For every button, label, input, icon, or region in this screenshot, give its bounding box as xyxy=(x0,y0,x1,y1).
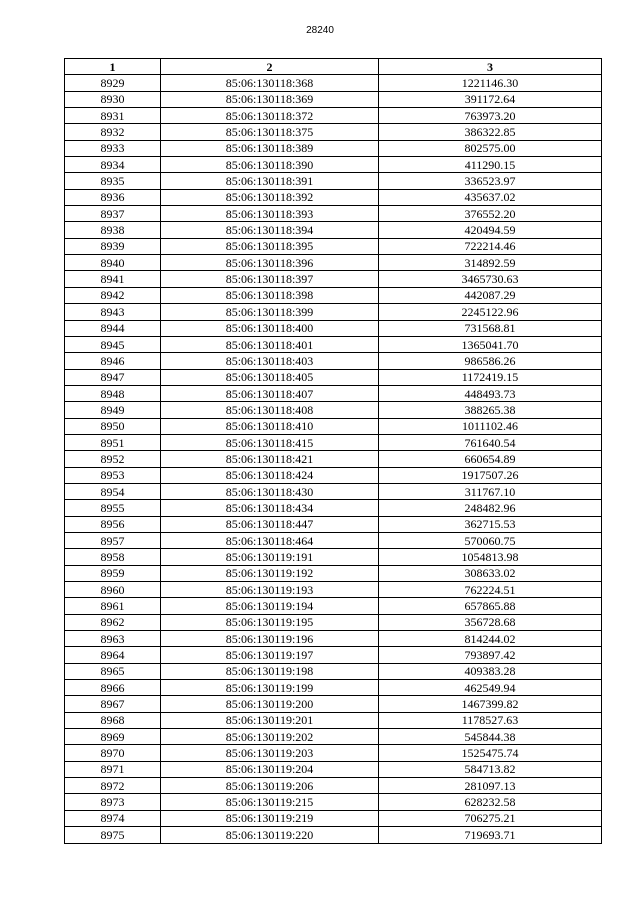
table-row xyxy=(65,729,602,745)
row-number-cell: 8947 xyxy=(65,369,161,385)
table-row xyxy=(65,369,602,385)
cadastral-number-cell: 85:06:130119:199 xyxy=(161,680,379,696)
value-cell: 376552.20 xyxy=(379,206,602,222)
row-number-cell: 8938 xyxy=(65,222,161,238)
value-cell: 411290.15 xyxy=(379,157,602,173)
table-row xyxy=(65,483,602,499)
table-row xyxy=(65,794,602,810)
value-cell: 793897.42 xyxy=(379,647,602,663)
value-cell: 442087.29 xyxy=(379,287,602,303)
value-cell: 660654.89 xyxy=(379,451,602,467)
cadastral-number-cell: 85:06:130119:196 xyxy=(161,631,379,647)
cadastral-number-cell: 85:06:130118:405 xyxy=(161,369,379,385)
value-cell: 281097.13 xyxy=(379,778,602,794)
value-cell: 1917507.26 xyxy=(379,467,602,483)
table-row xyxy=(65,238,602,254)
value-cell: 1525475.74 xyxy=(379,745,602,761)
row-number-cell: 8931 xyxy=(65,108,161,124)
table-row xyxy=(65,614,602,630)
value-cell: 628232.58 xyxy=(379,794,602,810)
table-row xyxy=(65,304,602,320)
cadastral-number-cell: 85:06:130118:399 xyxy=(161,304,379,320)
page-number: 28240 xyxy=(306,25,334,36)
table-row xyxy=(65,320,602,336)
value-cell: 2245122.96 xyxy=(379,304,602,320)
table-row xyxy=(65,680,602,696)
row-number-cell: 8936 xyxy=(65,189,161,205)
value-cell: 1221146.30 xyxy=(379,75,602,91)
value-cell: 706275.21 xyxy=(379,810,602,826)
cadastral-number-cell: 85:06:130118:415 xyxy=(161,434,379,450)
table-row xyxy=(65,500,602,516)
value-cell: 1011102.46 xyxy=(379,418,602,434)
row-number-cell: 8932 xyxy=(65,124,161,140)
table-row xyxy=(65,631,602,647)
cadastral-number-cell: 85:06:130118:394 xyxy=(161,222,379,238)
row-number-cell: 8948 xyxy=(65,385,161,401)
value-cell: 763973.20 xyxy=(379,108,602,124)
cadastral-number-cell: 85:06:130119:202 xyxy=(161,729,379,745)
row-number-cell: 8971 xyxy=(65,761,161,777)
table-row xyxy=(65,467,602,483)
value-cell: 986586.26 xyxy=(379,353,602,369)
row-number-cell: 8935 xyxy=(65,173,161,189)
value-cell: 1365041.70 xyxy=(379,336,602,352)
value-cell: 3465730.63 xyxy=(379,271,602,287)
column-header-3: 3 xyxy=(379,59,602,75)
cadastral-number-cell: 85:06:130119:220 xyxy=(161,827,379,843)
table-row xyxy=(65,75,602,91)
value-cell: 761640.54 xyxy=(379,434,602,450)
row-number-cell: 8963 xyxy=(65,631,161,647)
value-cell: 420494.59 xyxy=(379,222,602,238)
cadastral-number-cell: 85:06:130118:424 xyxy=(161,467,379,483)
row-number-cell: 8943 xyxy=(65,304,161,320)
cadastral-number-cell: 85:06:130119:198 xyxy=(161,663,379,679)
cadastral-number-cell: 85:06:130118:369 xyxy=(161,91,379,107)
table-row xyxy=(65,810,602,826)
table-row xyxy=(65,827,602,843)
cadastral-number-cell: 85:06:130118:421 xyxy=(161,451,379,467)
cadastral-number-cell: 85:06:130119:200 xyxy=(161,696,379,712)
row-number-cell: 8974 xyxy=(65,810,161,826)
table-row xyxy=(65,108,602,124)
table-row xyxy=(65,124,602,140)
value-cell: 409383.28 xyxy=(379,663,602,679)
row-number-cell: 8964 xyxy=(65,647,161,663)
row-number-cell: 8954 xyxy=(65,483,161,499)
table-row xyxy=(65,647,602,663)
row-number-cell: 8969 xyxy=(65,729,161,745)
row-number-cell: 8960 xyxy=(65,582,161,598)
value-cell: 1054813.98 xyxy=(379,549,602,565)
table-row xyxy=(65,353,602,369)
table-row xyxy=(65,91,602,107)
data-table xyxy=(64,58,602,844)
row-number-cell: 8953 xyxy=(65,467,161,483)
value-cell: 657865.88 xyxy=(379,598,602,614)
cadastral-number-cell: 85:06:130118:392 xyxy=(161,189,379,205)
row-number-cell: 8965 xyxy=(65,663,161,679)
cadastral-number-cell: 85:06:130118:391 xyxy=(161,173,379,189)
table-row xyxy=(65,271,602,287)
table-row xyxy=(65,206,602,222)
table-body xyxy=(65,75,602,843)
cadastral-number-cell: 85:06:130118:372 xyxy=(161,108,379,124)
value-cell: 391172.64 xyxy=(379,91,602,107)
value-cell: 356728.68 xyxy=(379,614,602,630)
row-number-cell: 8973 xyxy=(65,794,161,810)
cadastral-number-cell: 85:06:130118:410 xyxy=(161,418,379,434)
cadastral-number-cell: 85:06:130118:397 xyxy=(161,271,379,287)
table-row xyxy=(65,255,602,271)
value-cell: 814244.02 xyxy=(379,631,602,647)
value-cell: 802575.00 xyxy=(379,140,602,156)
table-row xyxy=(65,336,602,352)
row-number-cell: 8934 xyxy=(65,157,161,173)
row-number-cell: 8949 xyxy=(65,402,161,418)
column-header-2: 2 xyxy=(161,59,379,75)
table-header-row xyxy=(65,59,602,75)
cadastral-number-cell: 85:06:130119:215 xyxy=(161,794,379,810)
cadastral-number-cell: 85:06:130118:464 xyxy=(161,532,379,548)
value-cell: 362715.53 xyxy=(379,516,602,532)
table-row xyxy=(65,222,602,238)
table-row xyxy=(65,434,602,450)
value-cell: 722214.46 xyxy=(379,238,602,254)
cadastral-number-cell: 85:06:130118:447 xyxy=(161,516,379,532)
row-number-cell: 8955 xyxy=(65,500,161,516)
cadastral-number-cell: 85:06:130118:368 xyxy=(161,75,379,91)
row-number-cell: 8945 xyxy=(65,336,161,352)
table-row xyxy=(65,516,602,532)
table-row xyxy=(65,745,602,761)
row-number-cell: 8946 xyxy=(65,353,161,369)
row-number-cell: 8959 xyxy=(65,565,161,581)
cadastral-number-cell: 85:06:130118:393 xyxy=(161,206,379,222)
row-number-cell: 8929 xyxy=(65,75,161,91)
value-cell: 388265.38 xyxy=(379,402,602,418)
value-cell: 336523.97 xyxy=(379,173,602,189)
row-number-cell: 8937 xyxy=(65,206,161,222)
value-cell: 570060.75 xyxy=(379,532,602,548)
cadastral-number-cell: 85:06:130119:193 xyxy=(161,582,379,598)
row-number-cell: 8975 xyxy=(65,827,161,843)
cadastral-number-cell: 85:06:130118:390 xyxy=(161,157,379,173)
value-cell: 1172419.15 xyxy=(379,369,602,385)
table-row xyxy=(65,582,602,598)
table-row xyxy=(65,532,602,548)
table-row xyxy=(65,712,602,728)
row-number-cell: 8951 xyxy=(65,434,161,450)
table-row xyxy=(65,549,602,565)
row-number-cell: 8942 xyxy=(65,287,161,303)
table-row xyxy=(65,778,602,794)
cadastral-number-cell: 85:06:130119:192 xyxy=(161,565,379,581)
cadastral-number-cell: 85:06:130118:395 xyxy=(161,238,379,254)
row-number-cell: 8966 xyxy=(65,680,161,696)
value-cell: 462549.94 xyxy=(379,680,602,696)
cadastral-number-cell: 85:06:130119:194 xyxy=(161,598,379,614)
cadastral-number-cell: 85:06:130119:206 xyxy=(161,778,379,794)
cadastral-number-cell: 85:06:130119:204 xyxy=(161,761,379,777)
table-row xyxy=(65,598,602,614)
row-number-cell: 8940 xyxy=(65,255,161,271)
cadastral-number-cell: 85:06:130118:408 xyxy=(161,402,379,418)
row-number-cell: 8933 xyxy=(65,140,161,156)
table-row xyxy=(65,287,602,303)
row-number-cell: 8961 xyxy=(65,598,161,614)
row-number-cell: 8968 xyxy=(65,712,161,728)
cadastral-number-cell: 85:06:130119:197 xyxy=(161,647,379,663)
row-number-cell: 8941 xyxy=(65,271,161,287)
row-number-cell: 8952 xyxy=(65,451,161,467)
value-cell: 545844.38 xyxy=(379,729,602,745)
cadastral-number-cell: 85:06:130118:407 xyxy=(161,385,379,401)
value-cell: 311767.10 xyxy=(379,483,602,499)
value-cell: 1178527.63 xyxy=(379,712,602,728)
value-cell: 248482.96 xyxy=(379,500,602,516)
row-number-cell: 8962 xyxy=(65,614,161,630)
value-cell: 731568.81 xyxy=(379,320,602,336)
table-header xyxy=(65,59,602,75)
table-row xyxy=(65,385,602,401)
table-row xyxy=(65,140,602,156)
table-row xyxy=(65,565,602,581)
cadastral-number-cell: 85:06:130119:219 xyxy=(161,810,379,826)
row-number-cell: 8972 xyxy=(65,778,161,794)
table-row xyxy=(65,663,602,679)
table-row xyxy=(65,173,602,189)
value-cell: 448493.73 xyxy=(379,385,602,401)
row-number-cell: 8967 xyxy=(65,696,161,712)
table-row xyxy=(65,157,602,173)
value-cell: 719693.71 xyxy=(379,827,602,843)
value-cell: 1467399.82 xyxy=(379,696,602,712)
table-row xyxy=(65,189,602,205)
row-number-cell: 8944 xyxy=(65,320,161,336)
value-cell: 308633.02 xyxy=(379,565,602,581)
table-row xyxy=(65,418,602,434)
value-cell: 435637.02 xyxy=(379,189,602,205)
cadastral-number-cell: 85:06:130118:434 xyxy=(161,500,379,516)
cadastral-number-cell: 85:06:130118:430 xyxy=(161,483,379,499)
table-row xyxy=(65,451,602,467)
cadastral-number-cell: 85:06:130118:398 xyxy=(161,287,379,303)
row-number-cell: 8956 xyxy=(65,516,161,532)
value-cell: 386322.85 xyxy=(379,124,602,140)
value-cell: 314892.59 xyxy=(379,255,602,271)
row-number-cell: 8930 xyxy=(65,91,161,107)
row-number-cell: 8957 xyxy=(65,532,161,548)
cadastral-number-cell: 85:06:130118:396 xyxy=(161,255,379,271)
cadastral-number-cell: 85:06:130118:375 xyxy=(161,124,379,140)
table-row xyxy=(65,402,602,418)
cadastral-number-cell: 85:06:130119:203 xyxy=(161,745,379,761)
row-number-cell: 8958 xyxy=(65,549,161,565)
cadastral-number-cell: 85:06:130118:400 xyxy=(161,320,379,336)
cadastral-number-cell: 85:06:130118:401 xyxy=(161,336,379,352)
cadastral-number-cell: 85:06:130118:403 xyxy=(161,353,379,369)
value-cell: 762224.51 xyxy=(379,582,602,598)
table-row xyxy=(65,761,602,777)
column-header-1: 1 xyxy=(65,59,161,75)
cadastral-number-cell: 85:06:130118:389 xyxy=(161,140,379,156)
row-number-cell: 8970 xyxy=(65,745,161,761)
value-cell: 584713.82 xyxy=(379,761,602,777)
row-number-cell: 8950 xyxy=(65,418,161,434)
table-row xyxy=(65,696,602,712)
row-number-cell: 8939 xyxy=(65,238,161,254)
cadastral-number-cell: 85:06:130119:195 xyxy=(161,614,379,630)
cadastral-number-cell: 85:06:130119:201 xyxy=(161,712,379,728)
cadastral-number-cell: 85:06:130119:191 xyxy=(161,549,379,565)
